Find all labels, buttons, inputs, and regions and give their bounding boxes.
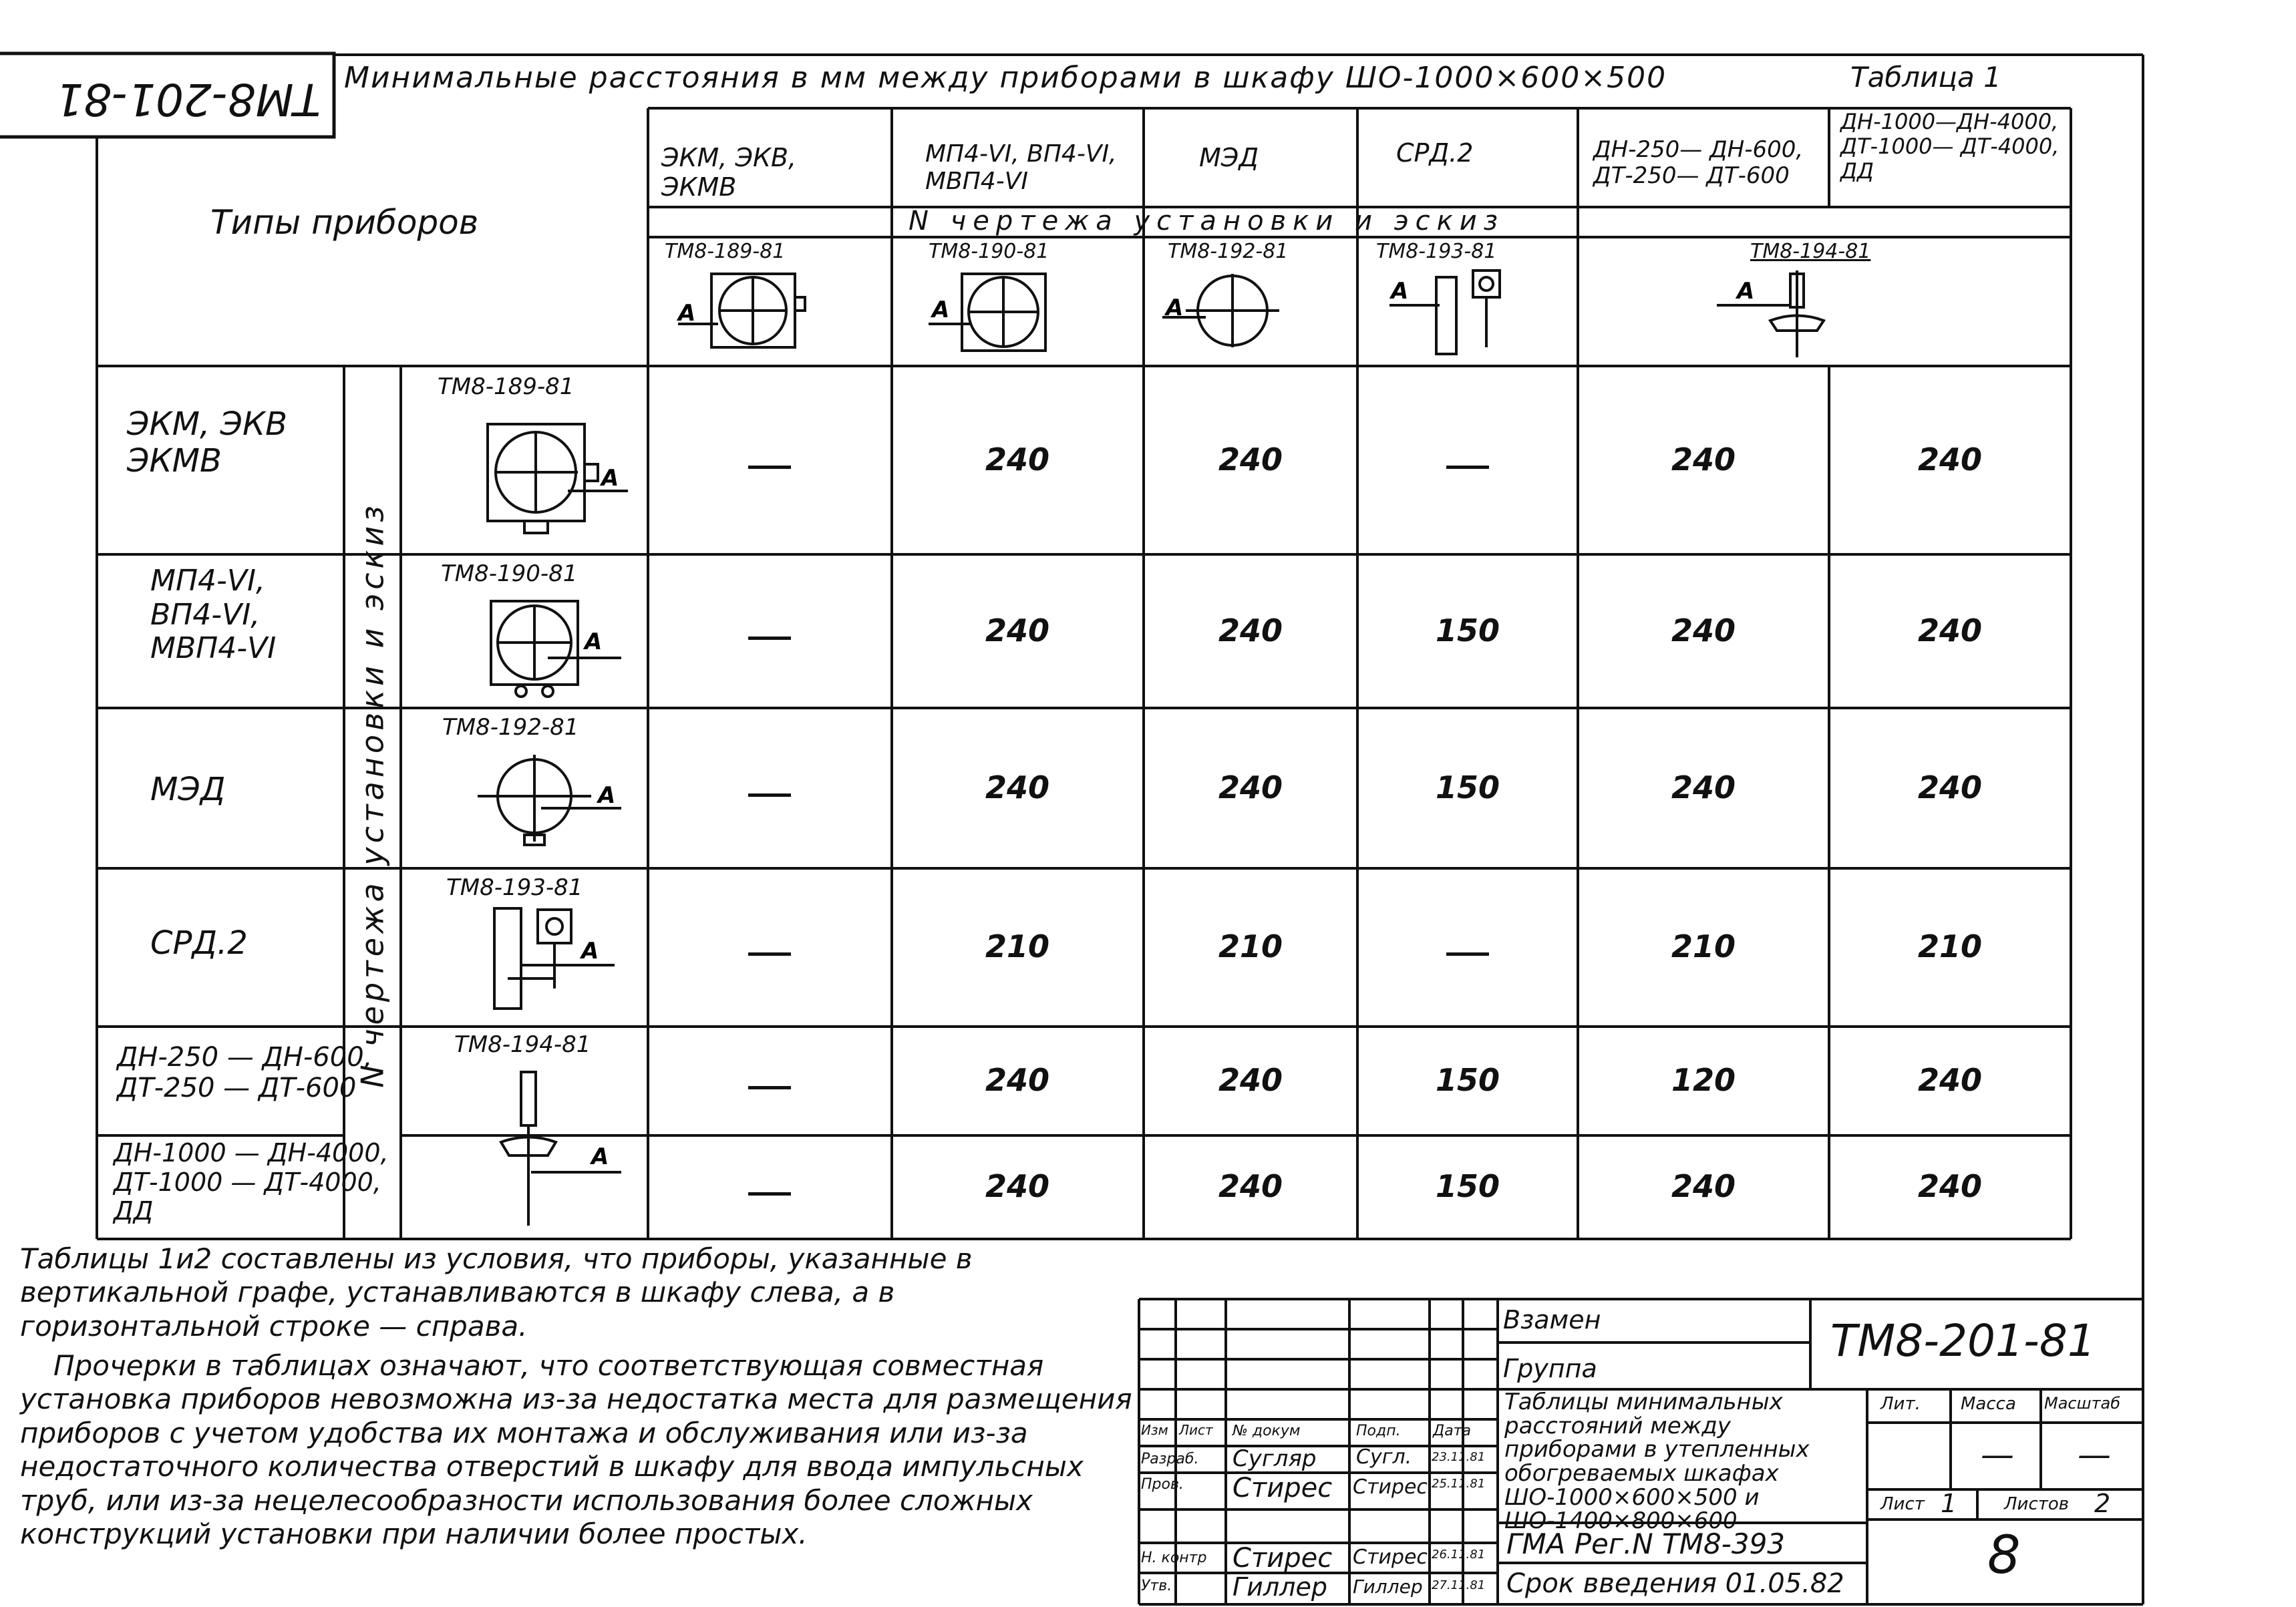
col-header-3: МЭД (1199, 143, 1259, 172)
svg-text:А: А (581, 938, 599, 964)
stamp-utv: Утв. (1141, 1578, 1172, 1594)
table-cell: 150 (1435, 1168, 1500, 1204)
table-cell: 240 (1671, 1168, 1736, 1204)
stamp-utv-sign: Гиллер (1353, 1576, 1423, 1598)
sketch-dn-header (1710, 264, 1884, 364)
vertical-header: N чертежа установки и эскиз (354, 502, 391, 1088)
stamp-prov: Пров. (1141, 1476, 1184, 1493)
table-cell-dash (1446, 952, 1489, 956)
stamp-nkontr-date: 26.11.81 (1432, 1548, 1486, 1562)
stamp-masshtab-val: — (2078, 1435, 2111, 1474)
svg-text:А: А (1737, 278, 1755, 305)
sketch-dn-row (468, 1059, 641, 1232)
stamp-razrab-sign: Сугл. (1356, 1445, 1412, 1469)
table-cell-dash (748, 793, 791, 797)
svg-text:А: А (585, 629, 603, 655)
table-cell: 240 (1671, 441, 1736, 478)
col-header-5: ДН-250— ДН-600, ДТ-250— ДТ-600 (1593, 136, 1804, 190)
svg-text:А: А (1166, 295, 1184, 321)
stamp-prov-sign: Стирес (1353, 1475, 1428, 1499)
table-cell: 210 (1671, 928, 1736, 964)
table-cell-dash (748, 466, 791, 469)
row-name-2: МП4-VI, ВП4-VI, МВП4-VI (150, 564, 277, 666)
row-drawing-5: ТМ8-194-81 (454, 1031, 591, 1058)
col-drawing-5: ТМ8-194-81 (1750, 240, 1871, 263)
stamp-page-number: 8 (1987, 1526, 2021, 1586)
table-cell: 240 (985, 769, 1050, 806)
stamp-utv-date: 27.11.81 (1432, 1578, 1486, 1592)
table-cell: 120 (1671, 1062, 1736, 1098)
svg-text:А: А (932, 297, 950, 323)
stamp-razrab: Разраб. (1141, 1451, 1199, 1467)
row-drawing-1: ТМ8-189-81 (438, 373, 575, 400)
stamp-list-label: Лист (1880, 1494, 1925, 1514)
table-cell: 240 (985, 1168, 1050, 1204)
sketch-ekm-row (468, 411, 641, 544)
table-cell: 240 (1218, 612, 1283, 649)
note-paragraph-2: Прочерки в таблицах означают, что соответствующая совместная установка приборов невозможна из-за недостатка места для размещения приборов с учетом удобства их монтажа и обслуживания или из-за недостаточного количества отверстий в шкафу для ввода импульсных труб, или из-за нецелесообразности использования более сложных конструкций установки при наличии более простых. (20, 1349, 1132, 1550)
table-cell: 240 (985, 1062, 1050, 1098)
stamp-masshtab: Масштаб (2044, 1394, 2121, 1413)
stamp-prov-date: 25.11.81 (1432, 1477, 1486, 1491)
table-cell: 240 (1218, 1168, 1283, 1204)
table-cell-dash (748, 1086, 791, 1089)
row-drawing-4: ТМ8-193-81 (446, 874, 583, 901)
col-header-1: ЭКМ, ЭКВ, ЭКМВ (661, 143, 797, 202)
stamp-nkontr-name: Стирес (1233, 1543, 1333, 1574)
stamp-massa: Масса (1961, 1394, 2016, 1414)
table-cell: 150 (1435, 612, 1500, 649)
svg-text:А: А (678, 300, 696, 327)
table-cell-dash (748, 1192, 791, 1196)
col-header-2: МП4-VI, ВП4-VI, МВП4-VI (925, 140, 1117, 196)
table-cell-dash (748, 952, 791, 956)
stamp-massa-val: — (1981, 1435, 2014, 1474)
table-cell: 150 (1435, 1062, 1500, 1098)
stamp-list-val: 1 (1941, 1489, 1957, 1518)
table-label: Таблица 1 (1850, 61, 2001, 94)
note-paragraph-1: Таблицы 1и2 составлены из условия, что приборы, указанные в вертикальной графе, устанавливаются в шкафу слева, а в горизонтальной строке — справа. (20, 1242, 973, 1343)
stamp-podp: Подп. (1356, 1423, 1401, 1439)
table-cell: 240 (1218, 1062, 1283, 1098)
stamp-razrab-date: 23.11.81 (1432, 1450, 1486, 1464)
table-cell: 240 (1218, 769, 1283, 806)
row-name-3: МЭД (150, 771, 226, 808)
row-name-4: СРД.2 (150, 924, 248, 962)
stamp-listov-val: 2 (2094, 1489, 2111, 1518)
stamp-prov-name: Стирес (1233, 1473, 1333, 1503)
svg-text:А: А (1391, 278, 1409, 305)
stamp-code: ТМ8-201-81 (1830, 1315, 2096, 1367)
stamp-srok: Срок введения 01.05.82 (1506, 1568, 1844, 1599)
col-drawing-1: ТМ8-189-81 (665, 240, 786, 263)
stamp-vzamen: Взамен (1503, 1305, 1601, 1334)
row-name-6: ДН-1000 — ДН-4000, ДТ-1000 — ДТ-4000, ДД (114, 1138, 389, 1226)
col-drawing-2: ТМ8-190-81 (929, 240, 1049, 263)
stamp-listov-label: Листов (2004, 1494, 2070, 1514)
col-header-4: СРД.2 (1396, 138, 1474, 168)
svg-text:А: А (591, 1143, 609, 1170)
drawing-install-header: N чертежа установки и эскиз (909, 206, 1505, 236)
table-cell: 240 (1917, 1168, 1983, 1204)
stamp-data: Дата (1433, 1423, 1471, 1439)
sketch-srd-row (481, 895, 641, 1022)
table-cell: 240 (1917, 612, 1983, 649)
table-cell: 240 (985, 612, 1050, 649)
col-drawing-3: ТМ8-192-81 (1168, 240, 1289, 263)
sketch-ekm-header (665, 264, 832, 364)
table-cell: 240 (985, 441, 1050, 478)
row-drawing-2: ТМ8-190-81 (441, 560, 578, 587)
table-cell: 240 (1671, 769, 1736, 806)
col-drawing-4: ТМ8-193-81 (1376, 240, 1497, 263)
table-cell: 210 (985, 928, 1050, 964)
stamp-utv-name: Гиллер (1233, 1572, 1327, 1602)
table-cell: 240 (1671, 612, 1736, 649)
table-cell: 240 (1917, 769, 1983, 806)
stamp-org: ГМА Рег.N ТМ8-393 (1506, 1528, 1786, 1560)
table-cell-dash (1446, 466, 1489, 469)
table-cell: 240 (1218, 441, 1283, 478)
stamp-description: Таблицы минимальных расстояний между приборами в утепленных обогреваемых шкафах ШО-1000×600×500 и ШО-1400×800×600 (1504, 1389, 1810, 1535)
sketch-mp4-header (925, 264, 1092, 364)
sketch-med-row (468, 741, 641, 865)
table-cell: 210 (1218, 928, 1283, 964)
stamp-nkontr-sign: Стирес (1353, 1546, 1428, 1569)
row-name-1: ЭКМ, ЭКВ ЭКМВ (127, 405, 288, 480)
table-cell: 240 (1917, 441, 1983, 478)
stamp-list: Лист (1179, 1422, 1213, 1438)
stamp-nkontr: Н. контр (1141, 1550, 1207, 1566)
stamp-lit: Лит. (1880, 1394, 1921, 1414)
col-header-6: ДН-1000—ДН-4000, ДТ-1000— ДТ-4000, ДД (1840, 109, 2060, 184)
table-cell: 150 (1435, 769, 1500, 806)
table-cell-dash (748, 637, 791, 640)
stamp-gruppa: Группа (1503, 1354, 1597, 1383)
table-cell: 240 (1917, 1062, 1983, 1098)
row-drawing-3: ТМ8-192-81 (442, 714, 579, 741)
svg-text:А: А (598, 782, 616, 809)
sketch-med-header (1159, 267, 1306, 361)
table-cell: 210 (1917, 928, 1983, 964)
stamp-razrab-name: Сугляр (1233, 1445, 1317, 1472)
sketch-mp4-row (481, 588, 641, 708)
stamp-ndokum: № докум (1233, 1423, 1301, 1439)
stamp-izm: Изм (1141, 1422, 1168, 1438)
sketch-srd-header (1376, 264, 1523, 364)
page-title: Минимальные расстояния в мм между приборами в шкафу ШО-1000×600×500 (344, 61, 1667, 95)
rotated-doc-code: ТМ8-201-81 (55, 73, 321, 125)
svg-text:А: А (601, 465, 619, 492)
row-name-5: ДН-250 — ДН-600, ДТ-250 — ДТ-600 (117, 1042, 373, 1103)
types-header: Типы приборов (210, 203, 479, 242)
